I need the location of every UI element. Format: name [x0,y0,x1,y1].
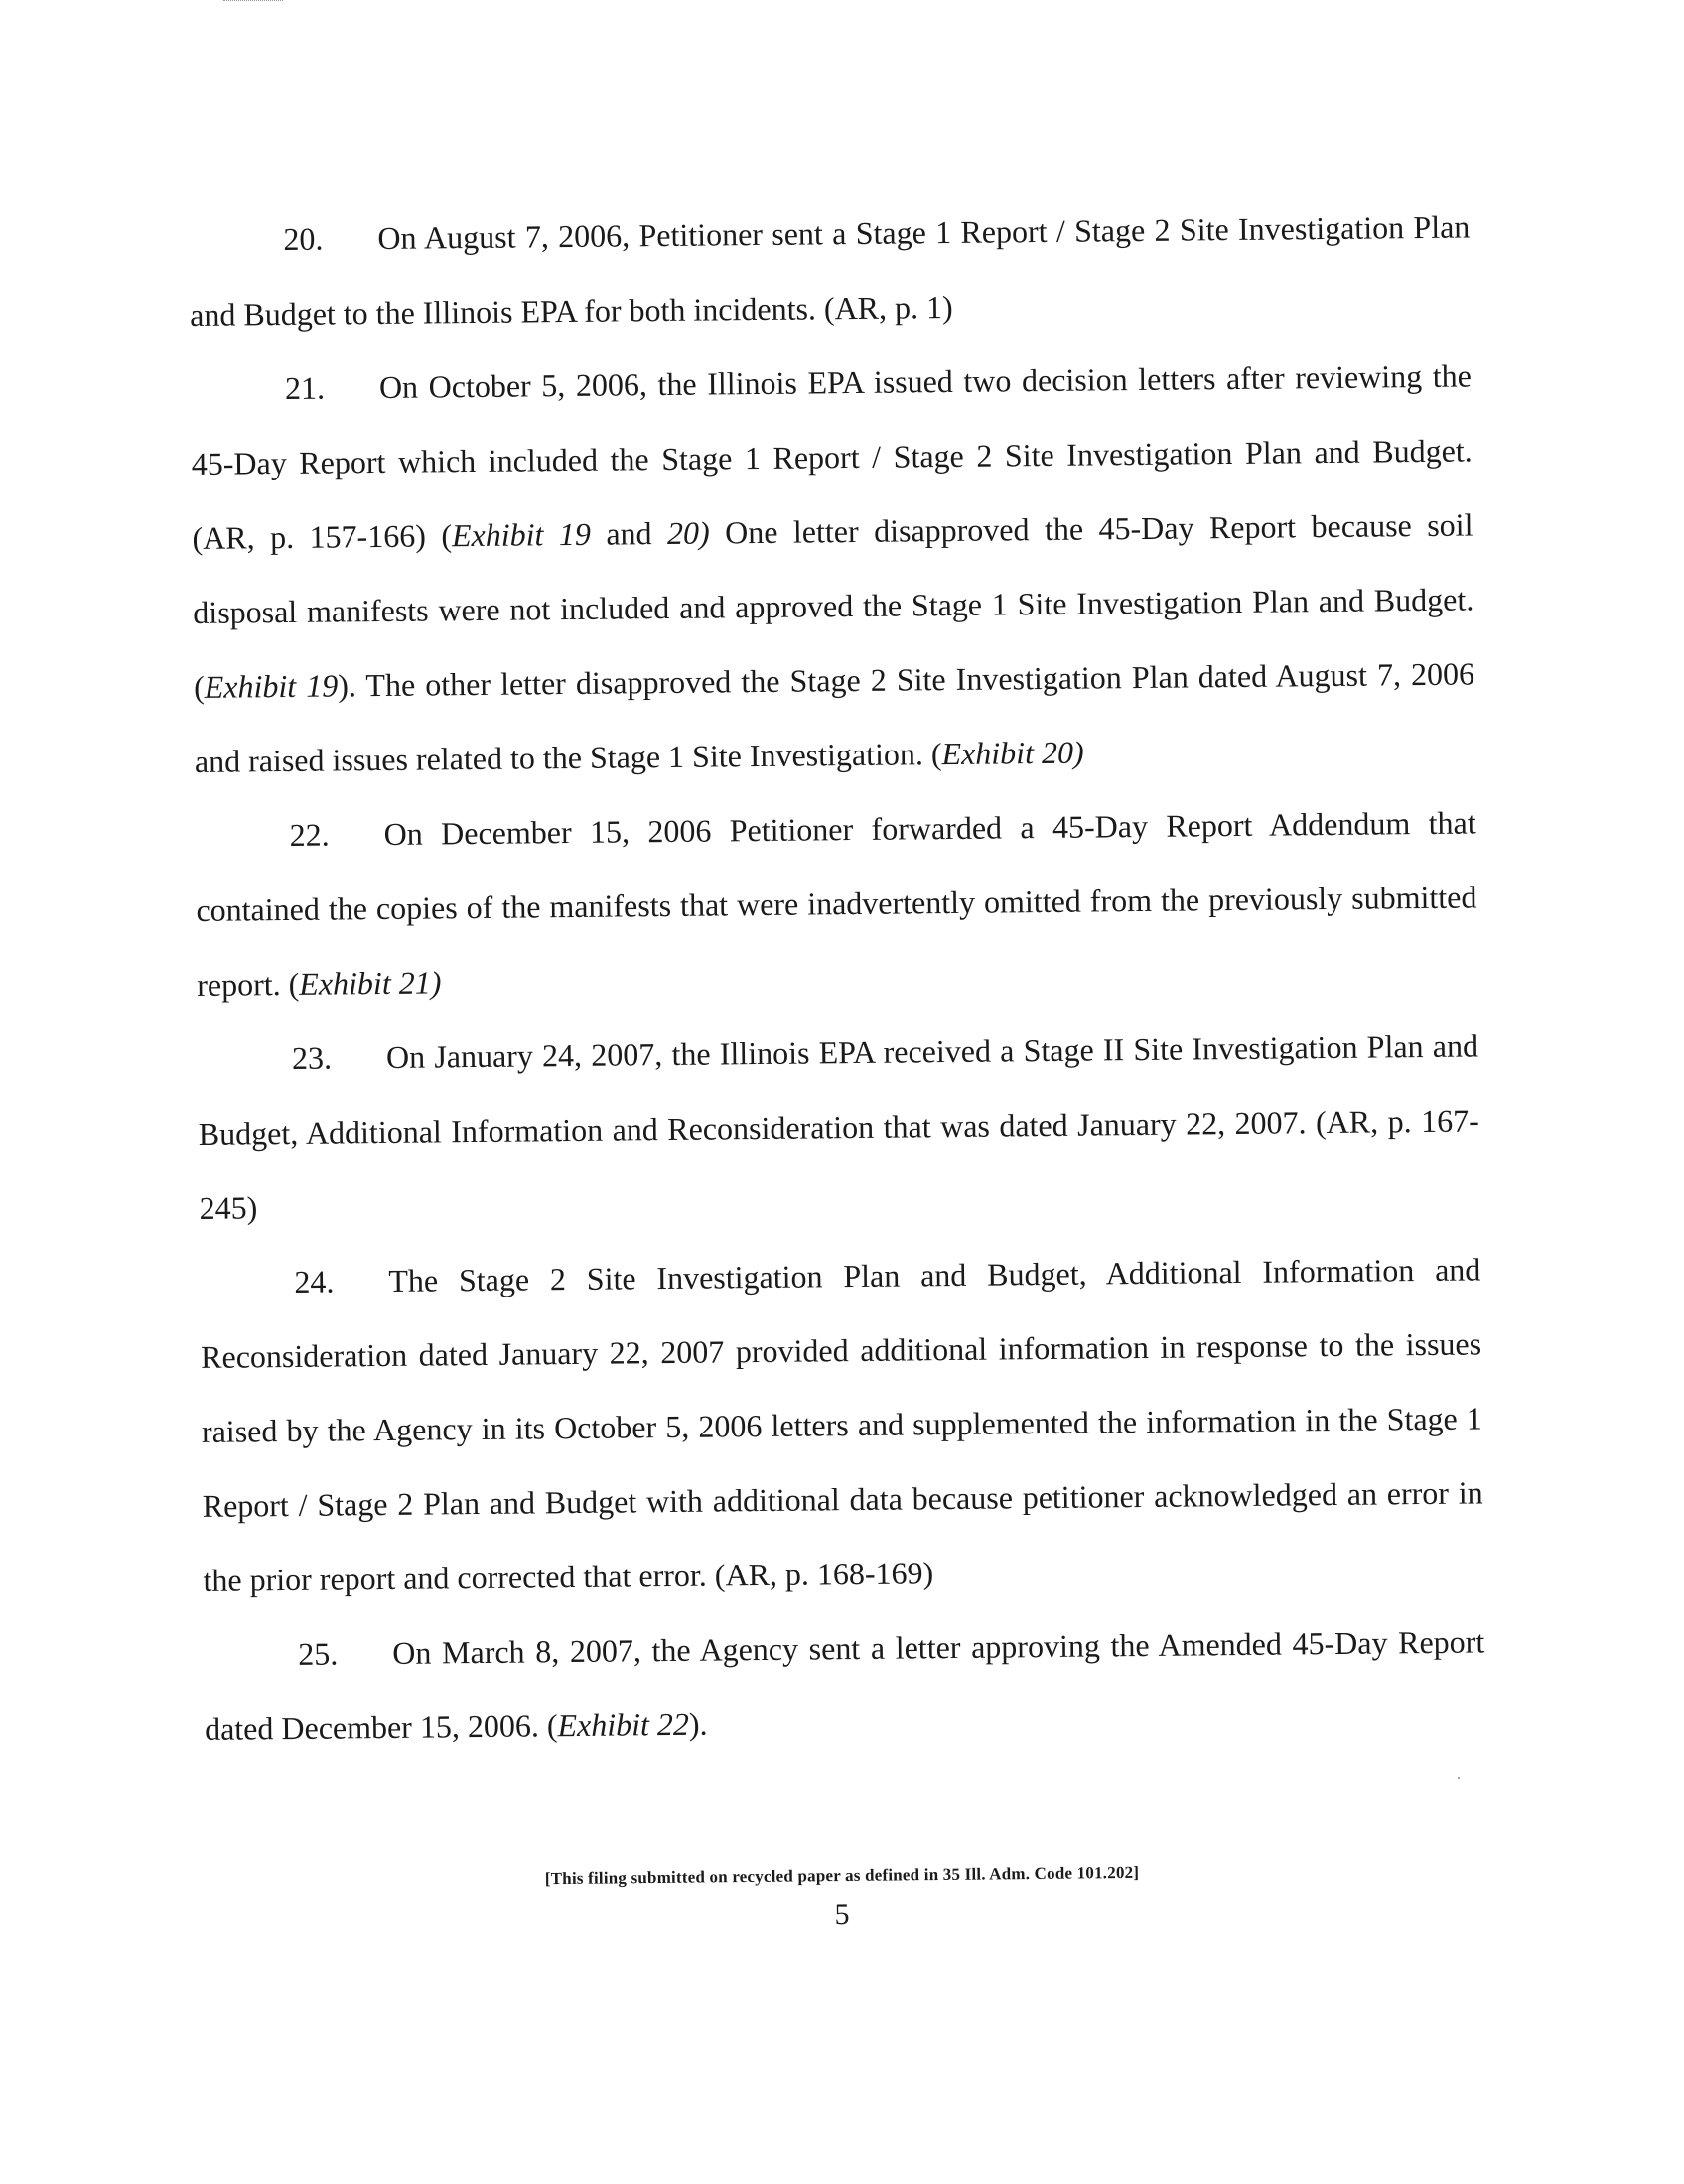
paragraph-22 [195,785,1477,1022]
exhibit-reference: Exhibit 21) [299,964,442,1002]
paragraph-text: On January 24, 2007, the Illinois EPA received a Stage II Site Investigation Plan and Budget, Additional Information and Reconsideration that was dated January 22, 2007. (AR, p. 167-245) [198,1027,1479,1226]
paragraph-text: On December 15, 2006 Petitioner forwarded a 45-Day Report Addendum that contained the copies of the manifests that were inadvertently omitted from the previously submitted report. ( [196,804,1477,1003]
paragraph-21 [191,339,1476,798]
paragraph-number: 25. [298,1635,339,1672]
scan-artifact [223,0,283,4]
exhibit-reference: Exhibit 22 [557,1706,690,1744]
paragraph-text: On October 5, 2006, the Illinois EPA issued two decision letters after reviewing the 45-Day Report which included the Stage 1 Report / Stage 2 Site Investigation Plan and Budget. (AR, p. 157-166) ( [191,357,1473,556]
paragraph-text: The Stage 2 Site Investigation Plan and Budget, Additional Information and Reconsideration dated January 22, 2007 provided additional information in response to the issues raised by the Agency in its October 5, 2006 letters and supplemented the information in the Stage 1 Report / Stage 2 Plan and Budget with additional data because petitioner acknowledged an error in the prior report and corrected that error. (AR, p. 168-169) [200,1251,1483,1598]
paragraph-23 [198,1009,1480,1245]
paragraph-text: and [590,514,668,552]
exhibit-reference: Exhibit 19 [204,667,339,705]
exhibit-reference: Exhibit 20) [941,734,1084,772]
exhibit-reference: 20) [666,514,710,551]
paragraph-25 [204,1604,1486,1767]
exhibit-reference: Exhibit 19 [451,515,592,554]
paragraph-text: On August 7, 2006, Petitioner sent a Stage 1 Report / Stage 2 Site Investigation Plan and Budget to the Illinois EPA for both incidents. (AR, p. 1) [189,208,1471,333]
paragraph-number: 21. [284,369,326,406]
paragraph-text: One letter disapproved the 45-Day Report because soil disposal manifests were not included and approved the Stage 1 Site Investigation Plan and Budget. ( [193,506,1474,705]
paragraph-number: 24. [294,1263,335,1299]
paragraph-text: ). The other letter disapproved the Stage 2 Site Investigation Plan dated August 7, 2006 and raised issues related to the Stage 1 Site Investigation. ( [194,655,1475,779]
scan-speck [1458,1777,1460,1779]
paragraph-number: 23. [291,1039,333,1076]
paragraph-24 [200,1232,1484,1617]
paragraph-number: 20. [283,220,324,258]
paragraph-text: ). [688,1706,708,1742]
document-body [189,190,1485,1766]
paragraph-number: 22. [289,816,330,853]
paragraph-20 [189,190,1472,352]
paragraph-text: On March 8, 2007, the Agency sent a letter approving the Amended 45-Day Report dated December 15, 2006. ( [204,1623,1485,1747]
recycled-paper-note: [This filing submitted on recycled paper as defined in 35 Ill. Adm. Code 101.202] [544,1862,1140,1889]
page-number: 5 [834,1897,850,1932]
